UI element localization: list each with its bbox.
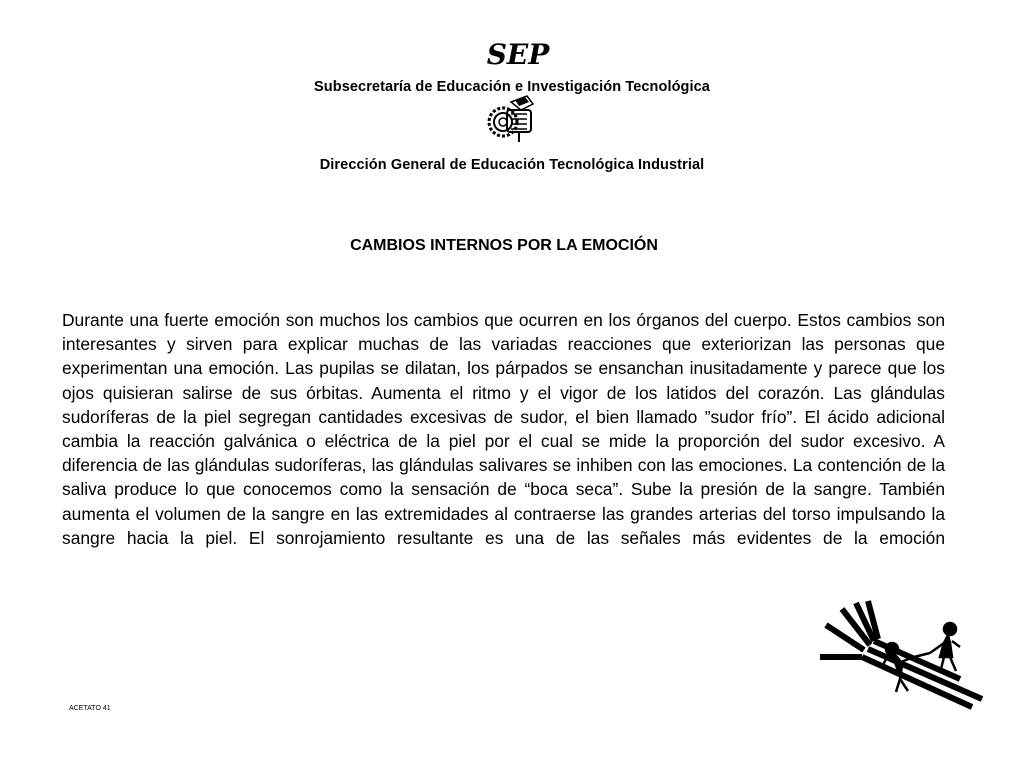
body-paragraph: Durante una fuerte emoción son muchos los cambios que ocurren en los órganos del cuerpo. Estos cambios son interesantes y sirven para explicar muchas de las variadas reacciones que exteriorizan las personas que experimentan una emoción. Las pupilas se dilatan, los párpados se ensanchan inusitadamente y parece que los ojos quisieran salirse de sus órbitas. Aumenta el ritmo y el vigor de los latidos del corazón. Las glándulas sudoríferas de la piel segregan cantidades excesivas de sudor, el bien llamado ”sudor frío”. El ácido adicional cambia la reacción galvánica o eléctrica de la piel por el cual se mide la proporción del sudor excesivo. A diferencia de las glándulas sudoríferas, las glándulas salivares se inhiben con las emociones. La contención de la saliva produce lo que conocemos como la sensación de “boca seca”. Sube la presión de la sangre. También aumenta el volumen de la sangre en las extremidades al contraerse las grandes arterias del torso impulsando la sangre hacia la piel. El sonrojamiento resultante es una de las señales más evidentes de la emoción <box>62 310 945 548</box>
slide-label: ACETATO 41 <box>69 705 111 712</box>
people-slide-icon <box>812 595 987 720</box>
sep-logo <box>482 38 554 72</box>
direccion-heading: Dirección General de Educación Tecnológica Industrial <box>319 157 705 173</box>
gear-emblem-icon <box>481 92 541 146</box>
sep-logo-text: SEP <box>486 38 550 71</box>
subsecretaria-heading: Subsecretaría de Educación e Investigación Tecnológica <box>314 79 710 95</box>
page-title: CAMBIOS INTERNOS POR LA EMOCIÓN <box>350 237 658 254</box>
